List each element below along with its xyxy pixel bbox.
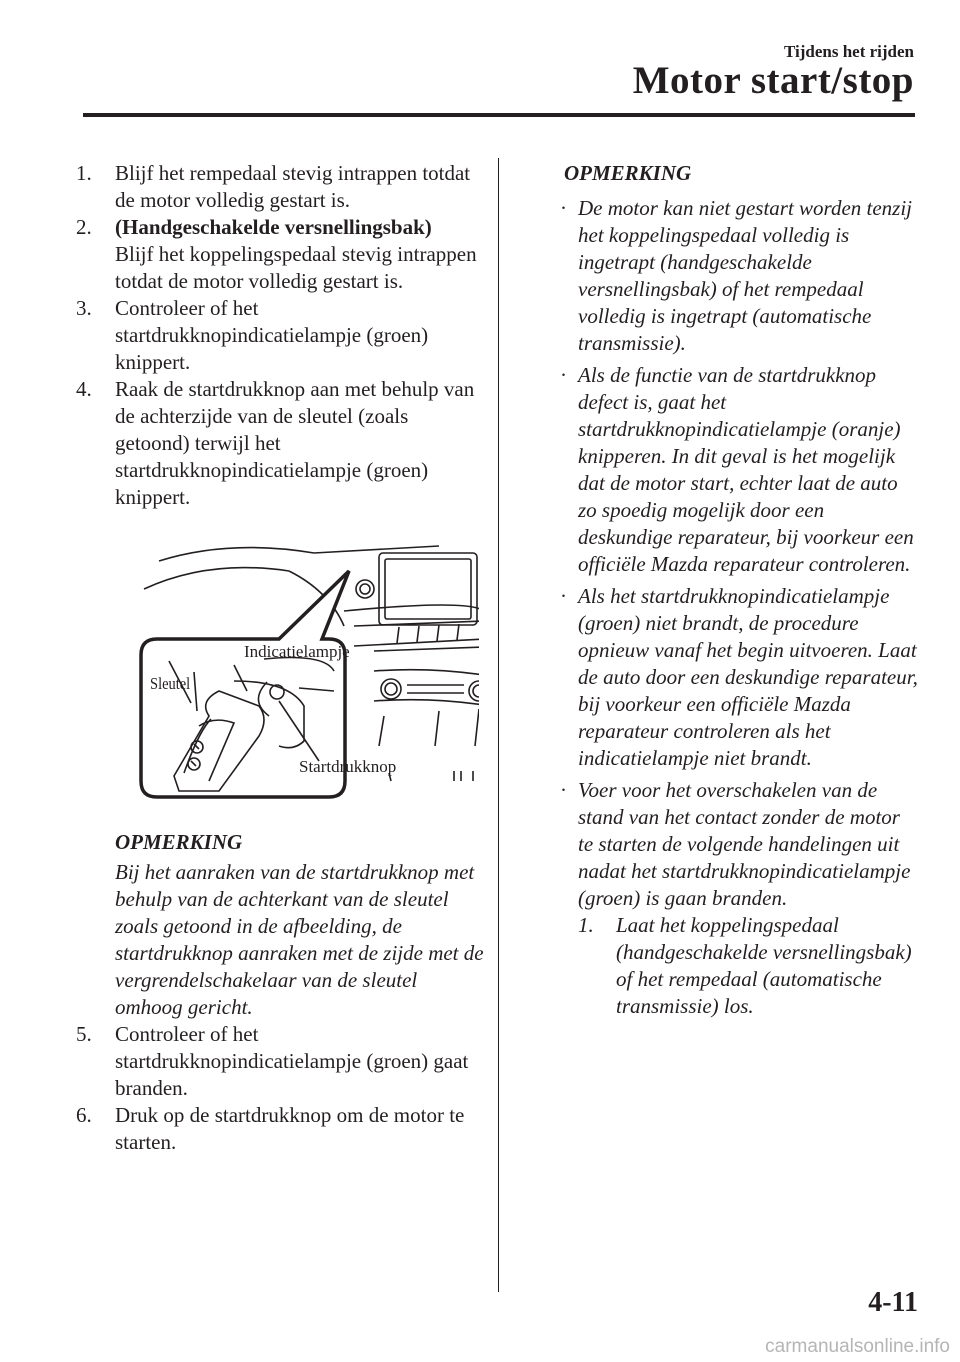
step-3	[76, 295, 486, 376]
step-1	[76, 160, 486, 214]
step-2	[76, 214, 486, 295]
steps-list-a	[76, 160, 486, 511]
step-body	[115, 214, 486, 295]
right-column	[560, 160, 920, 1020]
step-number: 4.	[76, 377, 92, 401]
dashboard-drawing	[139, 541, 479, 806]
column-divider	[498, 158, 499, 1292]
bullet-body	[578, 777, 920, 1020]
step-text: Blijf het koppelingspedaal stevig intrappen totdat de motor volledig gestart is.	[115, 242, 477, 293]
left-column	[76, 160, 486, 1156]
bullet-marker: ·	[560, 196, 567, 220]
sub-step	[578, 912, 920, 1020]
step-number: 3.	[76, 296, 92, 320]
sub-step-number: 1.	[578, 913, 594, 937]
step-text: Controleer of het startdrukknopindicatielampje (groen) gaat branden.	[115, 1022, 469, 1100]
step-text: Blijf het rempedaal stevig intrappen totdat de motor volledig gestart is.	[115, 161, 471, 212]
step-heading: (Handgeschakelde versnellingsbak)	[115, 215, 432, 239]
watermark: carmanualsonline.info	[765, 1336, 950, 1357]
start-button-illustration	[139, 541, 479, 806]
sub-step-text: Laat het koppelingspedaal (handgeschakelde versnellingsbak) of het rempedaal (automatische transmissie) los.	[616, 913, 912, 1018]
note-bullet	[560, 777, 920, 1020]
header-rule	[83, 113, 915, 117]
step-number: 6.	[76, 1103, 92, 1127]
step-text: Controleer of het startdrukknopindicatielampje (groen) knippert.	[115, 296, 429, 374]
note-text: Bij het aanraken van de startdrukknop met behulp van de achterkant van de sleutel zoals getoond in de afbeelding, de startdrukknop aanraken met de zijde met de vergrendelschakelaar van de sleutel omhoog gericht.	[115, 860, 484, 1019]
bullet-marker: ·	[560, 584, 567, 608]
bullet-marker: ·	[560, 363, 567, 387]
step-number: 1.	[76, 161, 92, 185]
step-6	[76, 1102, 486, 1156]
step-number: 2.	[76, 215, 92, 239]
note-block	[115, 829, 486, 1021]
bullet-text: Voer voor het overschakelen van de stand van het contact zonder de motor te starten de volgende handelingen uit nadat het startdrukknopindicatielampje (groen) is gaan branden.	[578, 778, 911, 910]
step-text: Raak de startdrukknop aan met behulp van de achterzijde van de sleutel (zoals getoond) terwijl het startdrukknopindicatielampje (groen) knippert.	[115, 377, 475, 509]
bullet-text: Als het startdrukknopindicatielampje (groen) niet brandt, de procedure opnieuw vanaf het begin uitvoeren. Laat de auto door een deskundige reparateur, bij voorkeur een officiële Mazda reparateur controleren als het indicatielampje niet brandt.	[578, 584, 918, 770]
key-label: Sleutel	[150, 674, 191, 694]
section-heading: Tijdens het rijden	[783, 42, 914, 61]
note-bullet	[560, 362, 920, 578]
note-title: OPMERKING	[564, 161, 692, 185]
bullet-marker: ·	[560, 778, 567, 802]
step-5	[76, 1021, 486, 1102]
steps-list-b	[76, 1021, 486, 1156]
start-button-label: Startdrukknop	[299, 757, 397, 776]
indicator-label: Indicatielampje	[244, 642, 350, 661]
note-title: OPMERKING	[115, 830, 243, 854]
note-bullet	[560, 583, 920, 772]
step-text: Druk op de startdrukknop om de motor te starten.	[115, 1103, 465, 1154]
page-number: 4-11	[868, 1287, 918, 1318]
page-title: Motor start/stop	[632, 59, 914, 102]
step-number: 5.	[76, 1022, 92, 1046]
note-bullet	[560, 195, 920, 357]
bullet-text: Als de functie van de startdrukknop defect is, gaat het startdrukknopindicatielampje (oranje) knipperen. In dit geval is het mogelijk dat de motor start, echter laat de auto zo spoedig mogelijk door een deskundige reparateur, bij voorkeur een officiële Mazda reparateur controleren.	[578, 363, 914, 576]
bullet-text: De motor kan niet gestart worden tenzij het koppelingspedaal volledig is ingetrapt (handgeschakelde versnellingsbak) of het rempedaal volledig is ingetrapt (automatische transmissie).	[578, 196, 913, 355]
step-4	[76, 376, 486, 511]
